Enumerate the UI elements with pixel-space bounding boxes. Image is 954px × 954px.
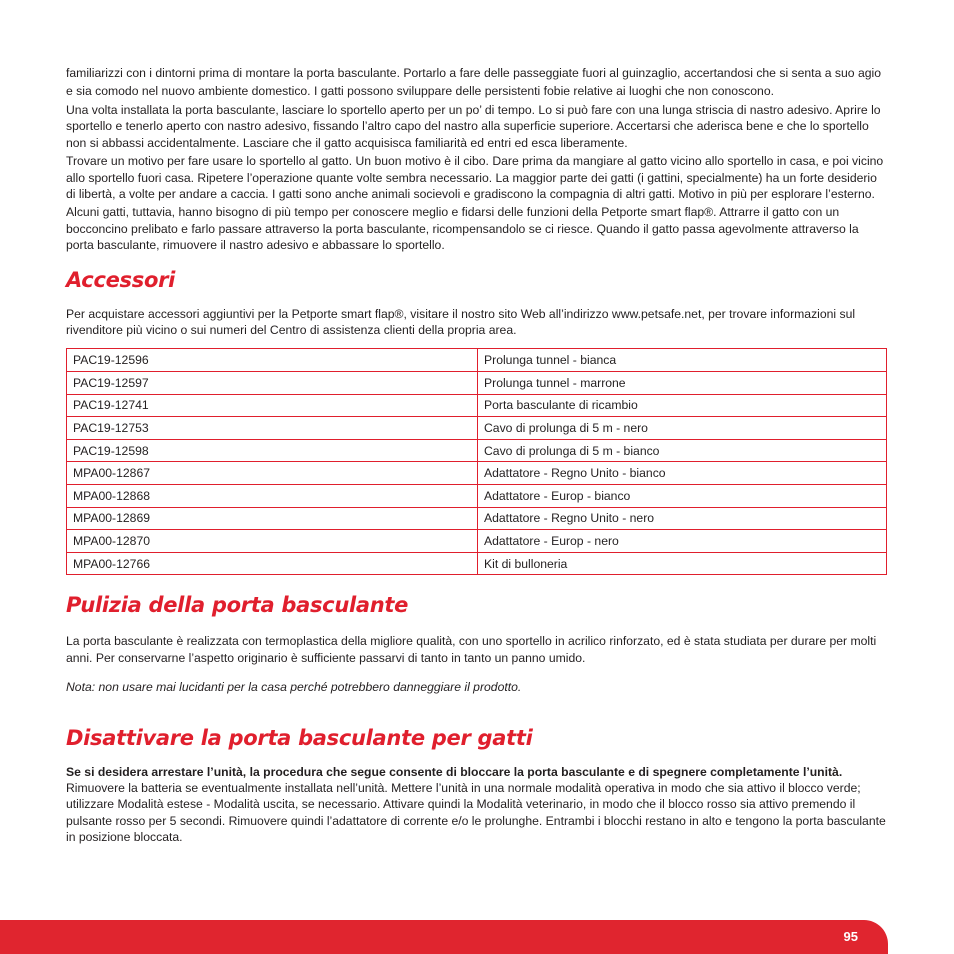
cleaning-heading: Pulizia della porta basculante — [66, 593, 409, 618]
disable-bold-text: Se si desidera arrestare l’unità, la procedura che segue consente di bloccare la porta basculante e di spegnere completamente l’unità. — [66, 764, 843, 779]
accessory-code: PAC19-12598 — [67, 439, 478, 462]
intro-section — [66, 64, 888, 254]
disable-heading: Disattivare la porta basculante per gatti — [66, 725, 533, 750]
page-number: 95 — [843, 929, 858, 944]
accessory-code: PAC19-12753 — [67, 417, 478, 440]
accessory-description: Adattatore - Europ - nero — [478, 530, 887, 553]
accessories-text: Per acquistare accessori aggiuntivi per la Petporte smart flap®, visitare il nostro sito Web all’indirizzo www.petsafe.net, per trovare informazioni sul rivenditore più vicino o sui numeri del Centro di assistenza clienti della propria area. — [66, 306, 856, 338]
accessory-description: Porta basculante di ricambio — [478, 394, 887, 417]
accessory-code: MPA00-12766 — [67, 552, 478, 575]
cleaning-text: La porta basculante è realizzata con termoplastica della migliore qualità, con uno sportello in acrilico rinforzato, ed è stata studiata per durare per molti anni. Per conservarne l’aspetto originario è sufficiente passarvi di tanto in tanto un panno umido. — [66, 634, 877, 665]
table-row — [67, 462, 887, 485]
table-row — [67, 530, 887, 553]
disable-body-text: Rimuovere la batteria se eventualmente installata nell’unità. Mettere l’unità in una normale modalità operativa in modo che sia attivo il blocco verde; utilizzare Modalità estese - Modalità uscita, se necessario. Attivare quindi la Modalità veterinario, in modo che il blocco rosso sia attivo premendo il pulsante rosso per 5 secondi. Rimuovere quindi l’adattatore di corrente e/o le prolunghe. Entrambi i blocchi restano in alto e tengono la porta basculante in posizione bloccata. — [66, 781, 886, 845]
table-row — [67, 349, 887, 372]
table-row — [67, 507, 887, 530]
intro-paragraph: familiarizzi con i dintorni prima di montare la porta basculante. Portarlo a fare delle passeggiate fuori al guinzaglio, accertandosi che si senta a suo agio e sia comodo nel nuovo ambiente domestico. I gatti possono sviluppare delle persistenti fobie relative ai luoghi che non conoscono. — [66, 66, 881, 98]
accessory-code: MPA00-12869 — [67, 507, 478, 530]
accessory-code: MPA00-12868 — [67, 485, 478, 508]
table-row — [67, 439, 887, 462]
footer-bar — [0, 920, 888, 954]
disable-text — [66, 764, 888, 846]
table-row — [67, 417, 887, 440]
intro-paragraph: Trovare un motivo per fare usare lo sportello al gatto. Un buon motivo è il cibo. Dare prima da mangiare al gatto vicino allo sportello in casa, e poi vicino allo sportello fuori casa. Ripetere l’operazione quante volte sembra necessario. La maggior parte dei gatti (i gattini, specialmente) ha un forte desiderio di libertà, a volte per andare a caccia. I gatti sono anche animali socievoli e gradiscono la compagnia di altri gatti. Motivo in più per esplorare l’esterno. — [66, 154, 884, 202]
accessory-description: Adattatore - Regno Unito - bianco — [478, 462, 887, 485]
table-row — [67, 552, 887, 575]
accessory-code: PAC19-12597 — [67, 372, 478, 395]
accessory-description: Adattatore - Regno Unito - nero — [478, 507, 887, 530]
intro-paragraph: Alcuni gatti, tuttavia, hanno bisogno di più tempo per conoscere meglio e fidarsi delle funzioni della Petporte smart flap®. Attrarre il gatto con un bocconcino prelibato e farlo passare attraverso la porta basculante, ricompensandolo se ci riesce. Quando il gatto passa agevolmente attraverso la porta basculante, rimuovere il nastro adesivo e abbassare lo sportello. — [66, 205, 859, 253]
accessory-description: Prolunga tunnel - bianca — [478, 349, 887, 372]
intro-paragraph: Una volta installata la porta basculante, lasciare lo sportello aperto per un po’ di tempo. Lo si può fare con una lunga striscia di nastro adesivo. Aprire lo sportello e tenerlo aperto con nastro adesivo, fissando l’altro capo del nastro alla superficie superiore. Accertarsi che aderisca bene e che lo sportello non si abbassi accidentalmente. Lasciare che il gatto acquisisca familiarità ed entri ed esca liberamente. — [66, 103, 881, 150]
accessory-description: Cavo di prolunga di 5 m - nero — [478, 417, 887, 440]
accessory-code: MPA00-12870 — [67, 530, 478, 553]
accessory-description: Kit di bulloneria — [478, 552, 887, 575]
accessories-heading: Accessori — [66, 267, 176, 292]
accessories-table — [66, 348, 887, 575]
accessory-description: Cavo di prolunga di 5 m - bianco — [478, 439, 887, 462]
accessory-code: PAC19-12596 — [67, 349, 478, 372]
accessory-description: Adattatore - Europ - bianco — [478, 485, 887, 508]
accessory-code: PAC19-12741 — [67, 394, 478, 417]
accessory-description: Prolunga tunnel - marrone — [478, 372, 887, 395]
table-row — [67, 372, 887, 395]
cleaning-note: Nota: non usare mai lucidanti per la casa perché potrebbero danneggiare il prodotto. — [66, 680, 522, 695]
accessory-code: MPA00-12867 — [67, 462, 478, 485]
table-row — [67, 394, 887, 417]
page-content — [66, 64, 888, 846]
table-row — [67, 485, 887, 508]
